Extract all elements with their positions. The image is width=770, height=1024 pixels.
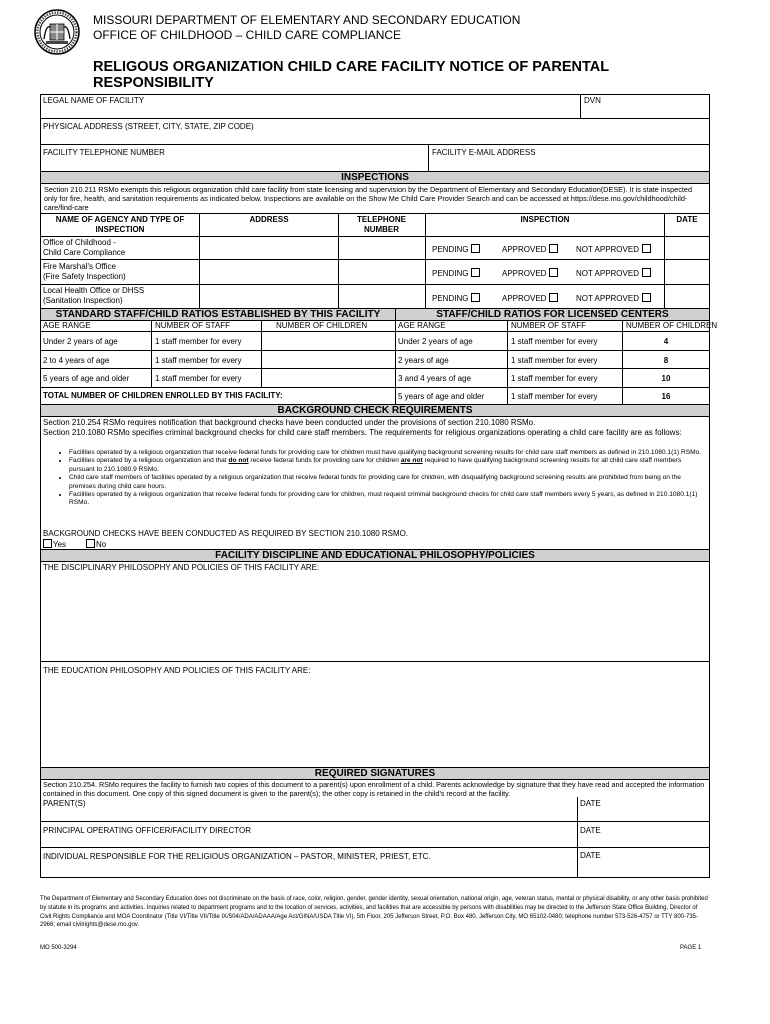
ratio-staff: 1 staff member for every: [155, 356, 242, 365]
address-column-header: ADDRESS: [249, 215, 289, 224]
checkbox-icon[interactable]: [471, 268, 480, 277]
licensed-children: 16: [661, 392, 671, 401]
parent-date-label: DATE: [580, 799, 601, 808]
pending-option[interactable]: PENDING: [432, 244, 480, 255]
background-check-heading: BACKGROUND CHECK REQUIREMENTS: [277, 405, 473, 416]
ratio-staff: 1 staff member for every: [155, 374, 242, 383]
number-of-staff-header: NUMBER OF STAFF: [511, 321, 586, 330]
number-of-children-header: NUMBER OF CHILDREN: [276, 321, 368, 330]
state-seal-icon: [34, 9, 80, 55]
requirement-item: • Child care staff members of facilities operated by a religious organization that receive federal funds for providing care for children, with disqualifying background screening results are prohibited from being on the premises during child care hours.: [69, 474, 707, 491]
checkbox-icon[interactable]: [549, 268, 558, 277]
licensed-staff: 1 staff member for every: [511, 356, 598, 365]
licensed-staff: 1 staff member for every: [511, 374, 598, 383]
background-section-254: Section 210.254 RSMo requires notification that background checks have been conducted under the provisions of section 210.1080 RSMo.: [43, 418, 536, 427]
agency-type: Child Care Compliance: [43, 248, 126, 257]
facility-ratios-heading: STANDARD STAFF/CHILD RATIOS ESTABLISHED BY THIS FACILITY: [55, 309, 381, 320]
licensed-age: 3 and 4 years of age: [398, 374, 471, 383]
religious-leader-date-label: DATE: [580, 851, 601, 860]
agency-type: (Sanitation Inspection): [43, 296, 123, 305]
office-name: OFFICE OF CHILDHOOD – CHILD CARE COMPLIANCE: [93, 28, 402, 42]
requirement-item: • Facilities operated by a religious organization and that do not receive federal funds for providing care for children are not required to have qualifying background screening results for all child care staff members pursuant to 210.1080.9 RSMo.: [69, 457, 707, 474]
number-of-staff-header: NUMBER OF STAFF: [155, 321, 230, 330]
licensed-age: Under 2 years of age: [398, 337, 473, 346]
background-yes-option[interactable]: Yes: [43, 539, 66, 550]
inspections-heading: INSPECTIONS: [341, 172, 409, 183]
ratio-staff: 1 staff member for every: [155, 337, 242, 346]
agency-type: (Fire Safety Inspection): [43, 272, 126, 281]
checkbox-icon[interactable]: [43, 539, 52, 548]
licensed-children: 10: [661, 374, 671, 383]
number-of-children-header: NUMBER OF CHILDREN: [626, 321, 718, 330]
checkbox-icon[interactable]: [549, 244, 558, 253]
licensed-children: 4: [663, 337, 669, 346]
disciplinary-philosophy-label: THE DISCIPLINARY PHILOSOPHY AND POLICIES OF THIS FACILITY ARE:: [43, 563, 320, 572]
ratio-age: 2 to 4 years of age: [43, 356, 110, 365]
agency-name: Local Health Office or DHSS: [43, 286, 145, 295]
checkbox-icon[interactable]: [471, 244, 480, 253]
inspection-column-header: INSPECTION: [520, 215, 570, 224]
age-range-header: AGE RANGE: [43, 321, 91, 330]
background-no-option[interactable]: No: [86, 539, 106, 550]
page-number: PAGE 1: [680, 945, 702, 951]
licensed-staff: 1 staff member for every: [511, 337, 598, 346]
agency-name: Office of Childhood -: [43, 238, 116, 247]
date-column-header: DATE: [676, 215, 698, 224]
checkbox-icon[interactable]: [86, 539, 95, 548]
requirement-item: • Facilities operated by a religious organization that receive federal funds for providing care for children must have qualifying background screening results for child care staff members as defined in 210.1080.1(1) RSMo.: [69, 449, 707, 457]
ratio-age: 5 years of age and older: [43, 374, 130, 383]
checkbox-icon[interactable]: [642, 268, 651, 277]
form-number: MO 500-3294: [40, 945, 77, 951]
form-title: RELIGOUS ORGANIZATION CHILD CARE FACILITY NOTICE OF PARENTAL RESPONSIBILITY: [93, 59, 609, 91]
pending-option[interactable]: PENDING: [432, 293, 480, 304]
physical-address-label: PHYSICAL ADDRESS (STREET, CITY, STATE, ZIP CODE): [43, 122, 254, 131]
not-approved-option[interactable]: NOT APPROVED: [576, 268, 651, 279]
philosophy-heading: FACILITY DISCIPLINE AND EDUCATIONAL PHILOSOPHY/POLICIES: [215, 550, 535, 561]
facility-telephone-label: FACILITY TELEPHONE NUMBER: [43, 148, 165, 157]
licensed-ratios-heading: STAFF/CHILD RATIOS FOR LICENSED CENTERS: [436, 309, 669, 320]
age-range-header: AGE RANGE: [398, 321, 446, 330]
checkbox-icon[interactable]: [642, 244, 651, 253]
signatures-heading: REQUIRED SIGNATURES: [314, 768, 436, 779]
checkbox-icon[interactable]: [642, 293, 651, 302]
parent-signature-label: PARENT(S): [43, 799, 86, 808]
officer-signature-label: PRINCIPAL OPERATING OFFICER/FACILITY DIRECTOR: [43, 826, 252, 835]
legal-name-label: LEGAL NAME OF FACILITY: [43, 96, 145, 105]
agency-column-header: NAME OF AGENCY AND TYPE OF INSPECTION: [55, 215, 185, 234]
dvn-label: DVN: [584, 96, 601, 105]
approved-option[interactable]: APPROVED: [502, 244, 558, 255]
department-name: MISSOURI DEPARTMENT OF ELEMENTARY AND SECONDARY EDUCATION: [93, 13, 521, 27]
telephone-column-header: TELEPHONE NUMBER: [357, 215, 406, 234]
background-conducted-statement: BACKGROUND CHECKS HAVE BEEN CONDUCTED AS REQUIRED BY SECTION 210.1080 RSMO.: [43, 529, 409, 538]
background-section-1080: Section 210.1080 RSMo specifies criminal background checks for child care staff members. The requirements for religious organizations operating a child care facility are as follows:: [43, 428, 682, 437]
approved-option[interactable]: APPROVED: [502, 293, 558, 304]
approved-option[interactable]: APPROVED: [502, 268, 558, 279]
total-children-label: TOTAL NUMBER OF CHILDREN ENROLLED BY THIS FACILITY:: [43, 391, 283, 400]
signatures-intro: Section 210.254. RSMo requires the facility to furnish two copies of this document to a parent(s) upon enrollment of a child. Parents acknowledge by signature that they have read and accepted the information contained in this document. One copy of this signed document is given to the parent(s); the other copy is retained in the child’s record at the facility.: [43, 780, 705, 798]
licensed-age: 5 years of age and older: [398, 392, 485, 401]
not-approved-option[interactable]: NOT APPROVED: [576, 244, 651, 255]
not-approved-option[interactable]: NOT APPROVED: [576, 293, 651, 304]
education-philosophy-label: THE EDUCATION PHILOSOPHY AND POLICIES OF THIS FACILITY ARE:: [43, 666, 311, 675]
facility-email-label: FACILITY E-MAIL ADDRESS: [432, 148, 536, 157]
licensed-children: 8: [663, 356, 669, 365]
inspections-intro: Section 210.211 RSMo exempts this religious organization child care facility from state licensing and supervision by the Department of Elementary and Secondary Education(DESE). It is state inspected only for fire, health, and sanitation requirements as indicated below. Inspections are available on the Show Me Child Care Provider Search and can be accessed at https://dese.mo.gov/childhood/child-care/find-care: [44, 185, 692, 212]
officer-date-label: DATE: [580, 826, 601, 835]
checkbox-icon[interactable]: [471, 293, 480, 302]
pending-option[interactable]: PENDING: [432, 268, 480, 279]
nondiscrimination-notice: The Department of Elementary and Secondary Education does not discriminate on the basis of race, color, religion, gender, gender identity, sexual orientation, national origin, age, veteran status, mental or physical disability, or any other basis prohibited by statute in its programs and activities. Inquiries related to department programs and to the location of services, activities, and facilities that are accessible by persons with disabilities may be directed to the Jefferson State Office Building, Director of Civil Rights Compliance and MOA Coordinator (Title VI/Title VII/Title IX/504/ADA/ADAAA/Age Act/GINA/USDA Title VI), 5th Floor, 205 Jefferson Street, P.O. Box 480, Jefferson City, MO 65102-0480; telephone number 573-526-4757 or TTY 800-735-2966; email civilrights@dese.mo.gov.: [40, 896, 708, 929]
religious-leader-signature-label: INDIVIDUAL RESPONSIBLE FOR THE RELIGIOUS ORGANIZATION – PASTOR, MINISTER, PRIEST, ETC.: [43, 852, 431, 861]
agency-name: Fire Marshal's Office: [43, 262, 116, 271]
requirement-item: • Facilities operated by a religious organization that receive federal funds for providing care for children, must request criminal background checks for child care staff members every 5 years, as defined in 210.1080.1(1) RSMo.: [69, 491, 707, 508]
licensed-age: 2 years of age: [398, 356, 449, 365]
licensed-staff: 1 staff member for every: [511, 392, 598, 401]
ratio-age: Under 2 years of age: [43, 337, 118, 346]
checkbox-icon[interactable]: [549, 293, 558, 302]
background-requirements-list: [43, 449, 707, 508]
